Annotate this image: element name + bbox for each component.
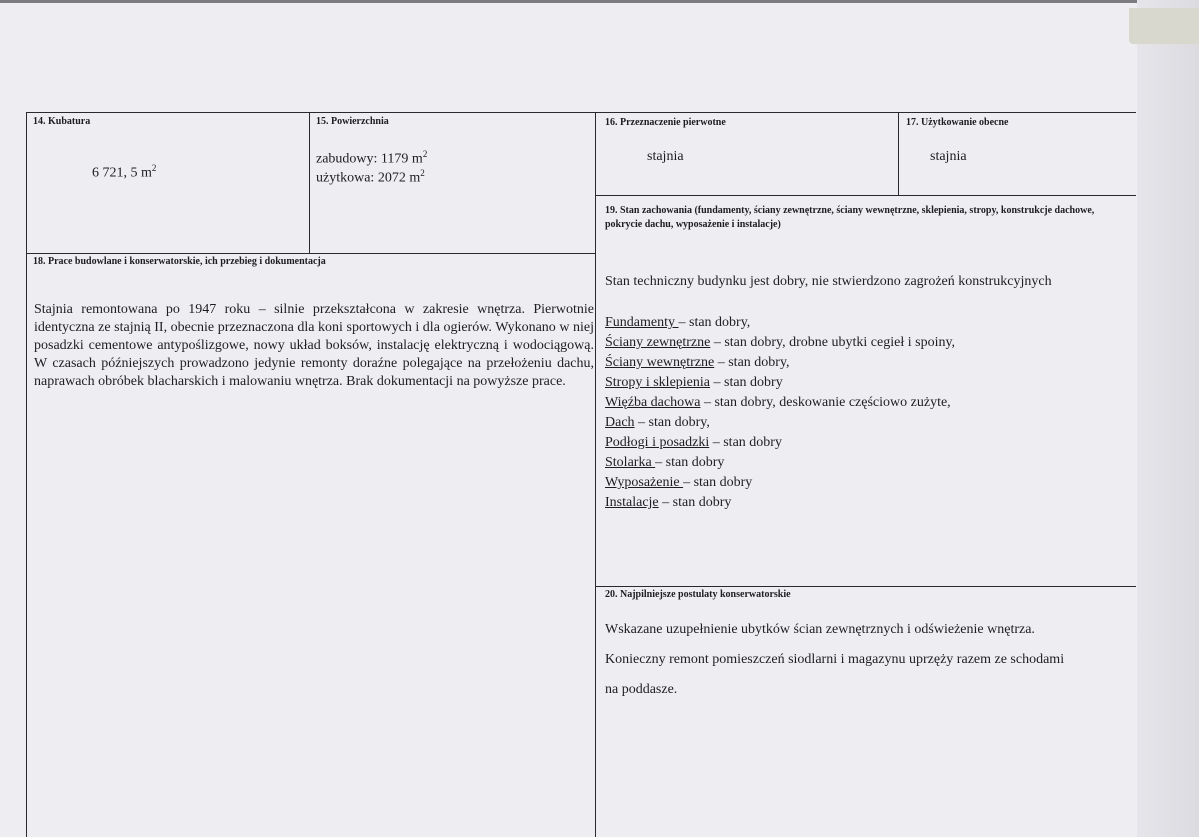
list-item	[605, 453, 955, 473]
powierzchnia-uzytkowa	[316, 168, 425, 187]
powierzchnia-zabudowy-text: zabudowy: 1179 m	[316, 151, 423, 167]
list-item	[605, 433, 955, 453]
przeznaczenie-pierwotne-header: 16. Przeznaczenie pierwotne	[605, 117, 726, 128]
grid-line-19-top	[595, 195, 1136, 196]
item-state: – stan dobry	[710, 375, 783, 390]
postulaty-line-2: Konieczny remont pomieszczeń siodlarni i magazynu uprzęży razem ze schodami	[605, 652, 1065, 667]
item-state: – stan dobry,	[634, 415, 710, 430]
uzytkowanie-obecne-value: stajnia	[930, 149, 967, 164]
grid-line-18-top	[26, 253, 595, 254]
list-item	[605, 333, 955, 353]
grid-line-left	[26, 112, 27, 837]
powierzchnia-uzytkowa-exp: 2	[420, 168, 425, 178]
item-label: Instalacje	[605, 495, 659, 510]
grid-line-top	[26, 112, 1136, 113]
item-label: Więźba dachowa	[605, 395, 701, 410]
list-item	[605, 413, 955, 433]
grid-line-middle	[595, 112, 596, 837]
prace-budowlane-header: 18. Prace budowlane i konserwatorskie, ich przebieg i dokumentacja	[33, 256, 326, 267]
item-state: – stan dobry,	[678, 315, 751, 330]
stan-techniczny-intro: Stan techniczny budynku jest dobry, nie stwierdzono zagrożeń konstrukcyjnych	[605, 274, 1052, 289]
item-label: Dach	[605, 415, 635, 430]
item-label: Wyposażenie	[605, 475, 684, 490]
list-item	[605, 353, 955, 373]
powierzchnia-header: 15. Powierzchnia	[316, 116, 389, 127]
item-state: – stan dobry	[683, 475, 753, 490]
item-state: – stan dobry, drobne ubytki cegieł i spoiny,	[710, 335, 956, 350]
scan-edge	[1137, 0, 1199, 837]
item-label: Ściany zewnętrzne	[605, 335, 711, 350]
powierzchnia-zabudowy-exp: 2	[422, 149, 428, 159]
list-item	[605, 493, 955, 513]
paper-tab	[1129, 8, 1199, 44]
item-state: – stan dobry	[709, 435, 782, 450]
list-item	[605, 313, 955, 333]
item-label: Stropy i sklepienia	[605, 375, 710, 390]
powierzchnia-zabudowy	[316, 149, 427, 168]
list-item	[605, 393, 955, 413]
item-state: – stan dobry, deskowanie częściowo zużyte,	[700, 395, 951, 410]
item-label: Stolarka	[605, 455, 656, 470]
item-state: – stan dobry	[655, 455, 725, 470]
kubatura-number: 6 721, 5 m	[92, 165, 152, 181]
uzytkowanie-obecne-header: 17. Użytkowanie obecne	[906, 117, 1009, 128]
item-state: – stan dobry,	[714, 355, 790, 370]
postulaty-header: 20. Najpilniejsze postulaty konserwatorskie	[605, 589, 791, 600]
prace-budowlane-text: Stajnia remontowana po 1947 roku – silnie przekształcona w zakresie wnętrza. Pierwotnie identyczna ze stajnią II, obecnie przeznaczona dla koni sportowych i dla ogierów. Wykonano w niej posadzki cementowe antypoślizgowe, nowy układ boksów, instalację elektryczną i wodociągową. W czasach późniejszych prowadzono jedynie remonty doraźne polegające na przełożeniu dachu, naprawach obróbek blacharskich i malowaniu wnętrza. Brak dokumentacji na powyższe prace.	[34, 302, 594, 389]
powierzchnia-uzytkowa-text: użytkowa: 2072 m	[316, 170, 421, 186]
item-label: Podłogi i posadzki	[605, 435, 710, 450]
item-label: Fundamenty	[605, 315, 679, 330]
kubatura-header: 14. Kubatura	[33, 116, 91, 127]
top-edge	[0, 0, 1199, 3]
przeznaczenie-pierwotne-value: stajnia	[647, 149, 684, 164]
list-item	[605, 373, 955, 393]
postulaty-line-1: Wskazane uzupełnienie ubytków ścian zewnętrznych i odświeżenie wnętrza.	[605, 622, 1035, 637]
grid-line-20-top	[595, 586, 1136, 587]
grid-line-14-15	[309, 112, 310, 253]
item-state: – stan dobry	[658, 495, 732, 510]
stan-zachowania-list	[605, 313, 955, 513]
grid-line-16-17	[898, 112, 899, 195]
stan-zachowania-header: 19. Stan zachowania (fundamenty, ściany zewnętrzne, ściany wewnętrzne, sklepienia, stropy, konstrukcje dachowe, pokrycie dachu, wyposażenie i instalacje)	[605, 205, 1095, 230]
list-item	[605, 473, 955, 493]
item-label: Ściany wewnętrzne	[605, 355, 715, 370]
kubatura-unit-exponent: 2	[151, 163, 157, 173]
postulaty-line-3: na poddasze.	[605, 682, 678, 697]
kubatura-value	[92, 163, 156, 182]
